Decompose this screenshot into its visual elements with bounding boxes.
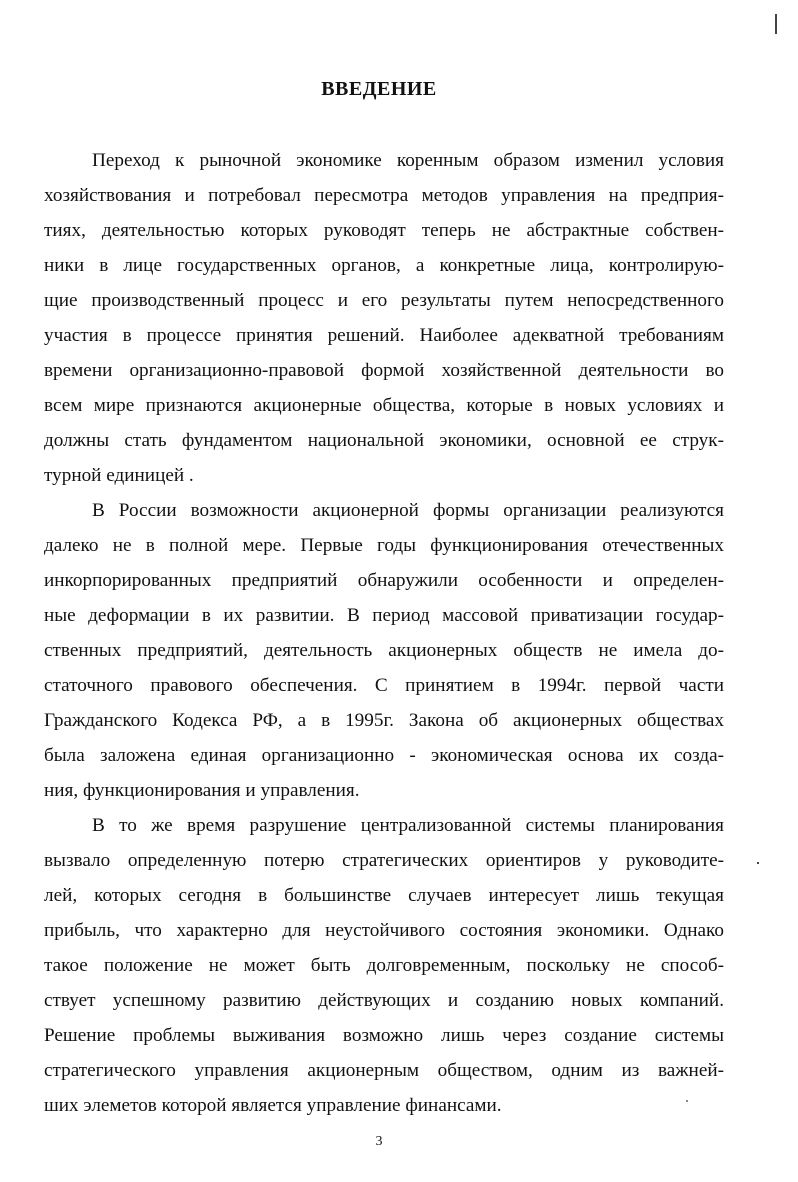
paragraph-1-line-7: времени организационно-правовой формой хозяйственной деятельности во [44,360,724,381]
paragraph-3-line-4: прибыль, что характерно для неустойчивого состояния экономики. Однако [44,920,724,941]
paragraph-1-line-4: ники в лице государственных органов, а конкретные лица, контролирую- [44,255,724,276]
paragraph-1-line-1: Переход к рыночной экономике коренным образом изменил условия [92,150,724,171]
body-text [44,143,724,1123]
paragraph-2-line-7: Гражданского Кодекса РФ, а в 1995г. Закона об акционерных обществах [44,710,724,731]
paragraph-3-line-5: такое положение не может быть долговременным, поскольку не способ- [44,955,724,976]
paragraph-3-line-3: лей, которых сегодня в большинстве случаев интересует лишь текущая [44,885,724,906]
paragraph-1-line-8: всем мире признаются акционерные общества, которые в новых условиях и [44,395,724,416]
paragraph-3-line-8: стратегического управления акционерным обществом, одним из важней- [44,1060,724,1081]
paragraph-1-line-9: должны стать фундаментом национальной экономики, основной ее струк- [44,430,724,451]
scan-mark [775,14,777,34]
paragraph-2-line-5: ственных предприятий, деятельность акционерных обществ не имела до- [44,640,724,661]
scan-dot [686,1100,688,1102]
paragraph-3-line-1: В то же время разрушение централизованной системы планирования [92,815,724,836]
paragraph-1-line-3: тиях, деятельностью которых руководят теперь не абстрактные собствен- [44,220,724,241]
paragraph-3-line-9: ших элеметов которой является управление финансами. [44,1095,502,1116]
paragraph-2-line-1: В России возможности акционерной формы организации реализуются [92,500,724,521]
scan-dot [757,862,759,864]
page-title: ВВЕДЕНИЕ [321,78,437,100]
paragraph-3-line-7: Решение проблемы выживания возможно лишь через создание системы [44,1025,724,1046]
page-number: 3 [375,1134,383,1149]
paragraph-2-line-3: инкорпорированных предприятий обнаружили особенности и определен- [44,570,724,591]
paragraph-2-line-8: была заложена единая организационно - экономическая основа их созда- [44,745,724,766]
paragraph-2-line-9: ния, функционирования и управления. [44,780,360,801]
paragraph-2-line-2: далеко не в полной мере. Первые годы функционирования отечественных [44,535,724,556]
paragraph-1-line-10: турной единицей . [44,465,194,486]
paragraph-2-line-6: статочного правового обеспечения. С принятием в 1994г. первой части [44,675,724,696]
paragraph-3-line-6: ствует успешному развитию действующих и созданию новых компаний. [44,990,724,1011]
paragraph-1-line-5: щие производственный процесс и его результаты путем непосредственного [44,290,724,311]
paragraph-1-line-6: участия в процессе принятия решений. Наиболее адекватной требованиям [44,325,724,346]
paragraph-2-line-4: ные деформации в их развитии. В период массовой приватизации государ- [44,605,724,626]
paragraph-3-line-2: вызвало определенную потерю стратегических ориентиров у руководите- [44,850,724,871]
paragraph-1-line-2: хозяйствования и потребовал пересмотра методов управления на предприя- [44,185,724,206]
